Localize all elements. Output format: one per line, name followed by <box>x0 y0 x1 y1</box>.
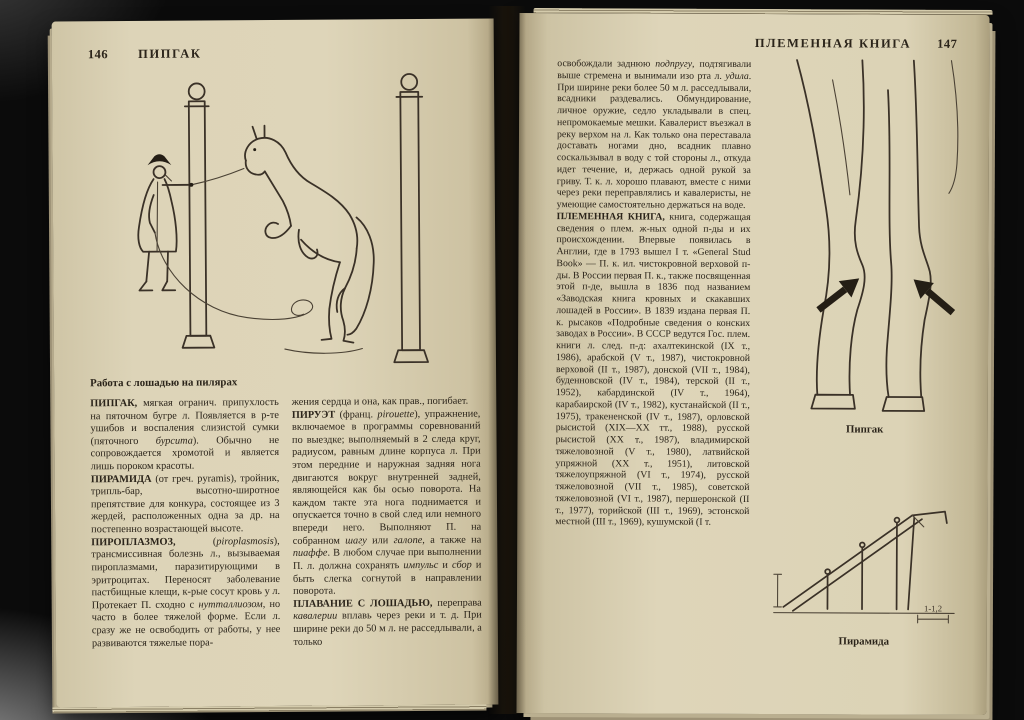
right-page-body <box>555 58 968 702</box>
text-run: и <box>438 559 453 571</box>
left-page-columns <box>90 396 482 695</box>
rein-line <box>191 169 244 185</box>
pillar-right <box>392 74 428 362</box>
text-run: piroplasmosis <box>216 535 274 548</box>
text-run: ), упражнение, включаемое в программы соревнований по выездке; выполняемый в 2 следа круг, радиусом, равным длине корпуса л. При этом передние и наружная задняя нога двигаются вокруг внутренней задней, являющейся как бы осью поворота. На каждом такте эта нога поднимается и опускается точно в свой след или немного впереди него. Выполняют П. на собранном <box>291 408 482 547</box>
left-page-number: 146 <box>87 47 109 62</box>
text-run: вплавь через реки и т. д. При ширине реки до 50 м л. не расседлывали, а только <box>293 609 482 648</box>
paragraph <box>91 473 280 537</box>
text-run: нутталлиозом <box>198 598 263 611</box>
text-run: , подтягивали выше стремена и вынимали изо рта л. <box>557 58 752 82</box>
page-left-content <box>52 18 499 707</box>
text-run: мягкая огранич. припухлость на пяточном бугре л. Появляется в р-те ушибов и воспаления слизистой сумки (пяточного <box>90 396 279 448</box>
right-page-number: 147 <box>937 36 958 51</box>
left-illustration-caption: Работа с лошадью на пилярах <box>90 376 238 390</box>
text-run: ), трансмиссивная болезнь л., вызываемая пироплазмами, паразитирующими в эритроцитах. Переносят заболевание пастбищные клещи, к-рые сосут кровь у л. Протекает П. сходно с <box>91 535 281 612</box>
left-running-title: ПИПГАК <box>138 46 202 61</box>
text-run: подпругу <box>655 58 693 70</box>
text-run: галопе <box>393 534 423 546</box>
text-run: ). Обычно не сопровождается хромотой и является лишь пороком красоты. <box>90 434 280 473</box>
horse-hind-legs-drawing <box>795 60 958 411</box>
text-run: переправа <box>432 597 482 609</box>
right-column-illustrations <box>763 59 968 702</box>
text-run: ПЛЕМЕННАЯ КНИГА, <box>556 210 665 223</box>
arrow-icon <box>907 271 960 320</box>
paragraph <box>91 536 280 651</box>
text-run: сбор <box>451 559 472 571</box>
pillar-left <box>181 83 215 347</box>
text-run: ПИПГАК, <box>90 397 138 410</box>
right-running-title: ПЛЕМЕННАЯ КНИГА <box>754 36 912 51</box>
page-right <box>516 13 989 715</box>
text-run: , а также на <box>422 534 482 546</box>
trainer-figure <box>138 154 194 290</box>
text-run: импульс <box>403 559 439 572</box>
text-run: , но часто в более тяжелой форме. Если л. сразу же не освободить от работы, у нее развиваются тяжелые пора- <box>91 598 281 649</box>
paragraph <box>90 397 279 474</box>
text-run: pirouette <box>377 408 415 420</box>
text-run: ПЛАВАНИЕ С ЛОШАДЬЮ, <box>293 597 433 610</box>
text-run: жения сердца и она, как прав., погибает. <box>291 395 469 408</box>
text-run: . В любом случае при выполнении П. л. должна сохранять <box>292 546 482 572</box>
hock-caption: Пипгак <box>846 423 884 436</box>
page-left <box>52 18 499 707</box>
text-run: (от греч. pyramis), тройник, трипль-бар, высотно-широтное препятствие для конкура, состоящее из 3 жердей, расположенных одна за др. на постепенно возрастающей высоте. <box>90 472 280 536</box>
lunge-line <box>155 232 313 321</box>
right-column-1 <box>555 58 752 701</box>
hock-illustration <box>766 59 966 418</box>
text-run: ПИРАМИДА <box>90 473 152 485</box>
pyramid-dimension-label: 1-1,2 <box>924 603 943 614</box>
paragraph <box>555 211 750 529</box>
pyramid-caption: Пирамида <box>838 635 890 648</box>
paragraph <box>557 58 752 212</box>
text-run: книга, содержащая сведения о плем. ж-ных одной п-ды и их происхождении. Впервые появилась в Англии, где в 1793 вышел I т. «General Stud Book» — П. к. ил. чистокровной верховой п-ды. В России первая П. к., также посвященная этой п-де, вышла в 1836 под названием «Заводская книга кровных и скакавших лошадей в России». В 1839 издана первая П. к. рысаков «Подробные сведения о конских заводах в России». В СССР ведутся Гос. плем. книги л. след. п-д: ахалтекинской (IX т., 1986), арабской (V т., 1987), чистокровной верховой (II т., 1987), донской (VII т., 1984), буденновской (IV т., 1984), терской (II т., 1952), кабардинской (IV т., 1964), карабаирской (IV т., 1982), кустанайской (II т., 1975), тракененской (IV т., 1987), орловской рысистой (XIX—XX тт., 1988), русской рысистой (XX т., 1987), владимирской тяжеловозной (V т., 1980), латвийской упряжной (XX т., 1951), литовской тяжелоупряжной (VI т., 1974), русской тяжеловозной (VII т., 1985), советской тяжеловозной (VI т., 1987), першеронской (II т., 1977), торийской (III т., 1969), эстонской местной (III т., 1969), кушумской (I т. <box>555 211 751 529</box>
text-run: пиаффе <box>292 547 328 560</box>
left-column-1 <box>90 397 281 694</box>
text-run: освобождали заднюю <box>557 58 656 70</box>
right-page-header <box>557 35 967 52</box>
left-page-header <box>88 45 478 63</box>
text-run: и быть слегка согнутой в направлении поворота. <box>292 559 482 598</box>
pyramid-illustration <box>768 479 961 630</box>
left-column-2 <box>292 396 483 693</box>
text-run: . При ширине реки более 50 м л. расседлывали, всадники раздевались. Обмундирование, личное оружие, седло укладывали в спец. непромокаемые мешки. Кавалерист въезжал в реку верхом на л. Как только она переставала доставать ногами дно, всадник плавно соскальзывал в воду с той стороны л., откуда идет течение, и, держась одной рукой за гриву. Т. к. л. хорошо плавают, вместе с ними через реки переправлялись и кавалеристы, не умеющие самостоятельно держаться на воде. <box>556 70 752 211</box>
text-run: ПИРУЭТ <box>291 409 336 421</box>
text-run: кавалерии <box>293 610 338 623</box>
paragraph <box>292 408 482 598</box>
pillar-work-illustration <box>88 64 480 373</box>
text-run: ( <box>175 536 217 548</box>
open-book <box>50 6 992 714</box>
page-right-content <box>516 13 989 715</box>
text-run: ПИРОПЛАЗМОЗ, <box>91 536 176 548</box>
text-run: бурсита <box>155 435 193 447</box>
text-run: или <box>366 534 394 547</box>
pillar-work-drawing <box>90 68 478 373</box>
paragraph <box>293 597 482 649</box>
text-run: удила <box>725 70 749 82</box>
text-run: шагу <box>345 535 367 547</box>
text-run: (франц. <box>335 408 378 421</box>
